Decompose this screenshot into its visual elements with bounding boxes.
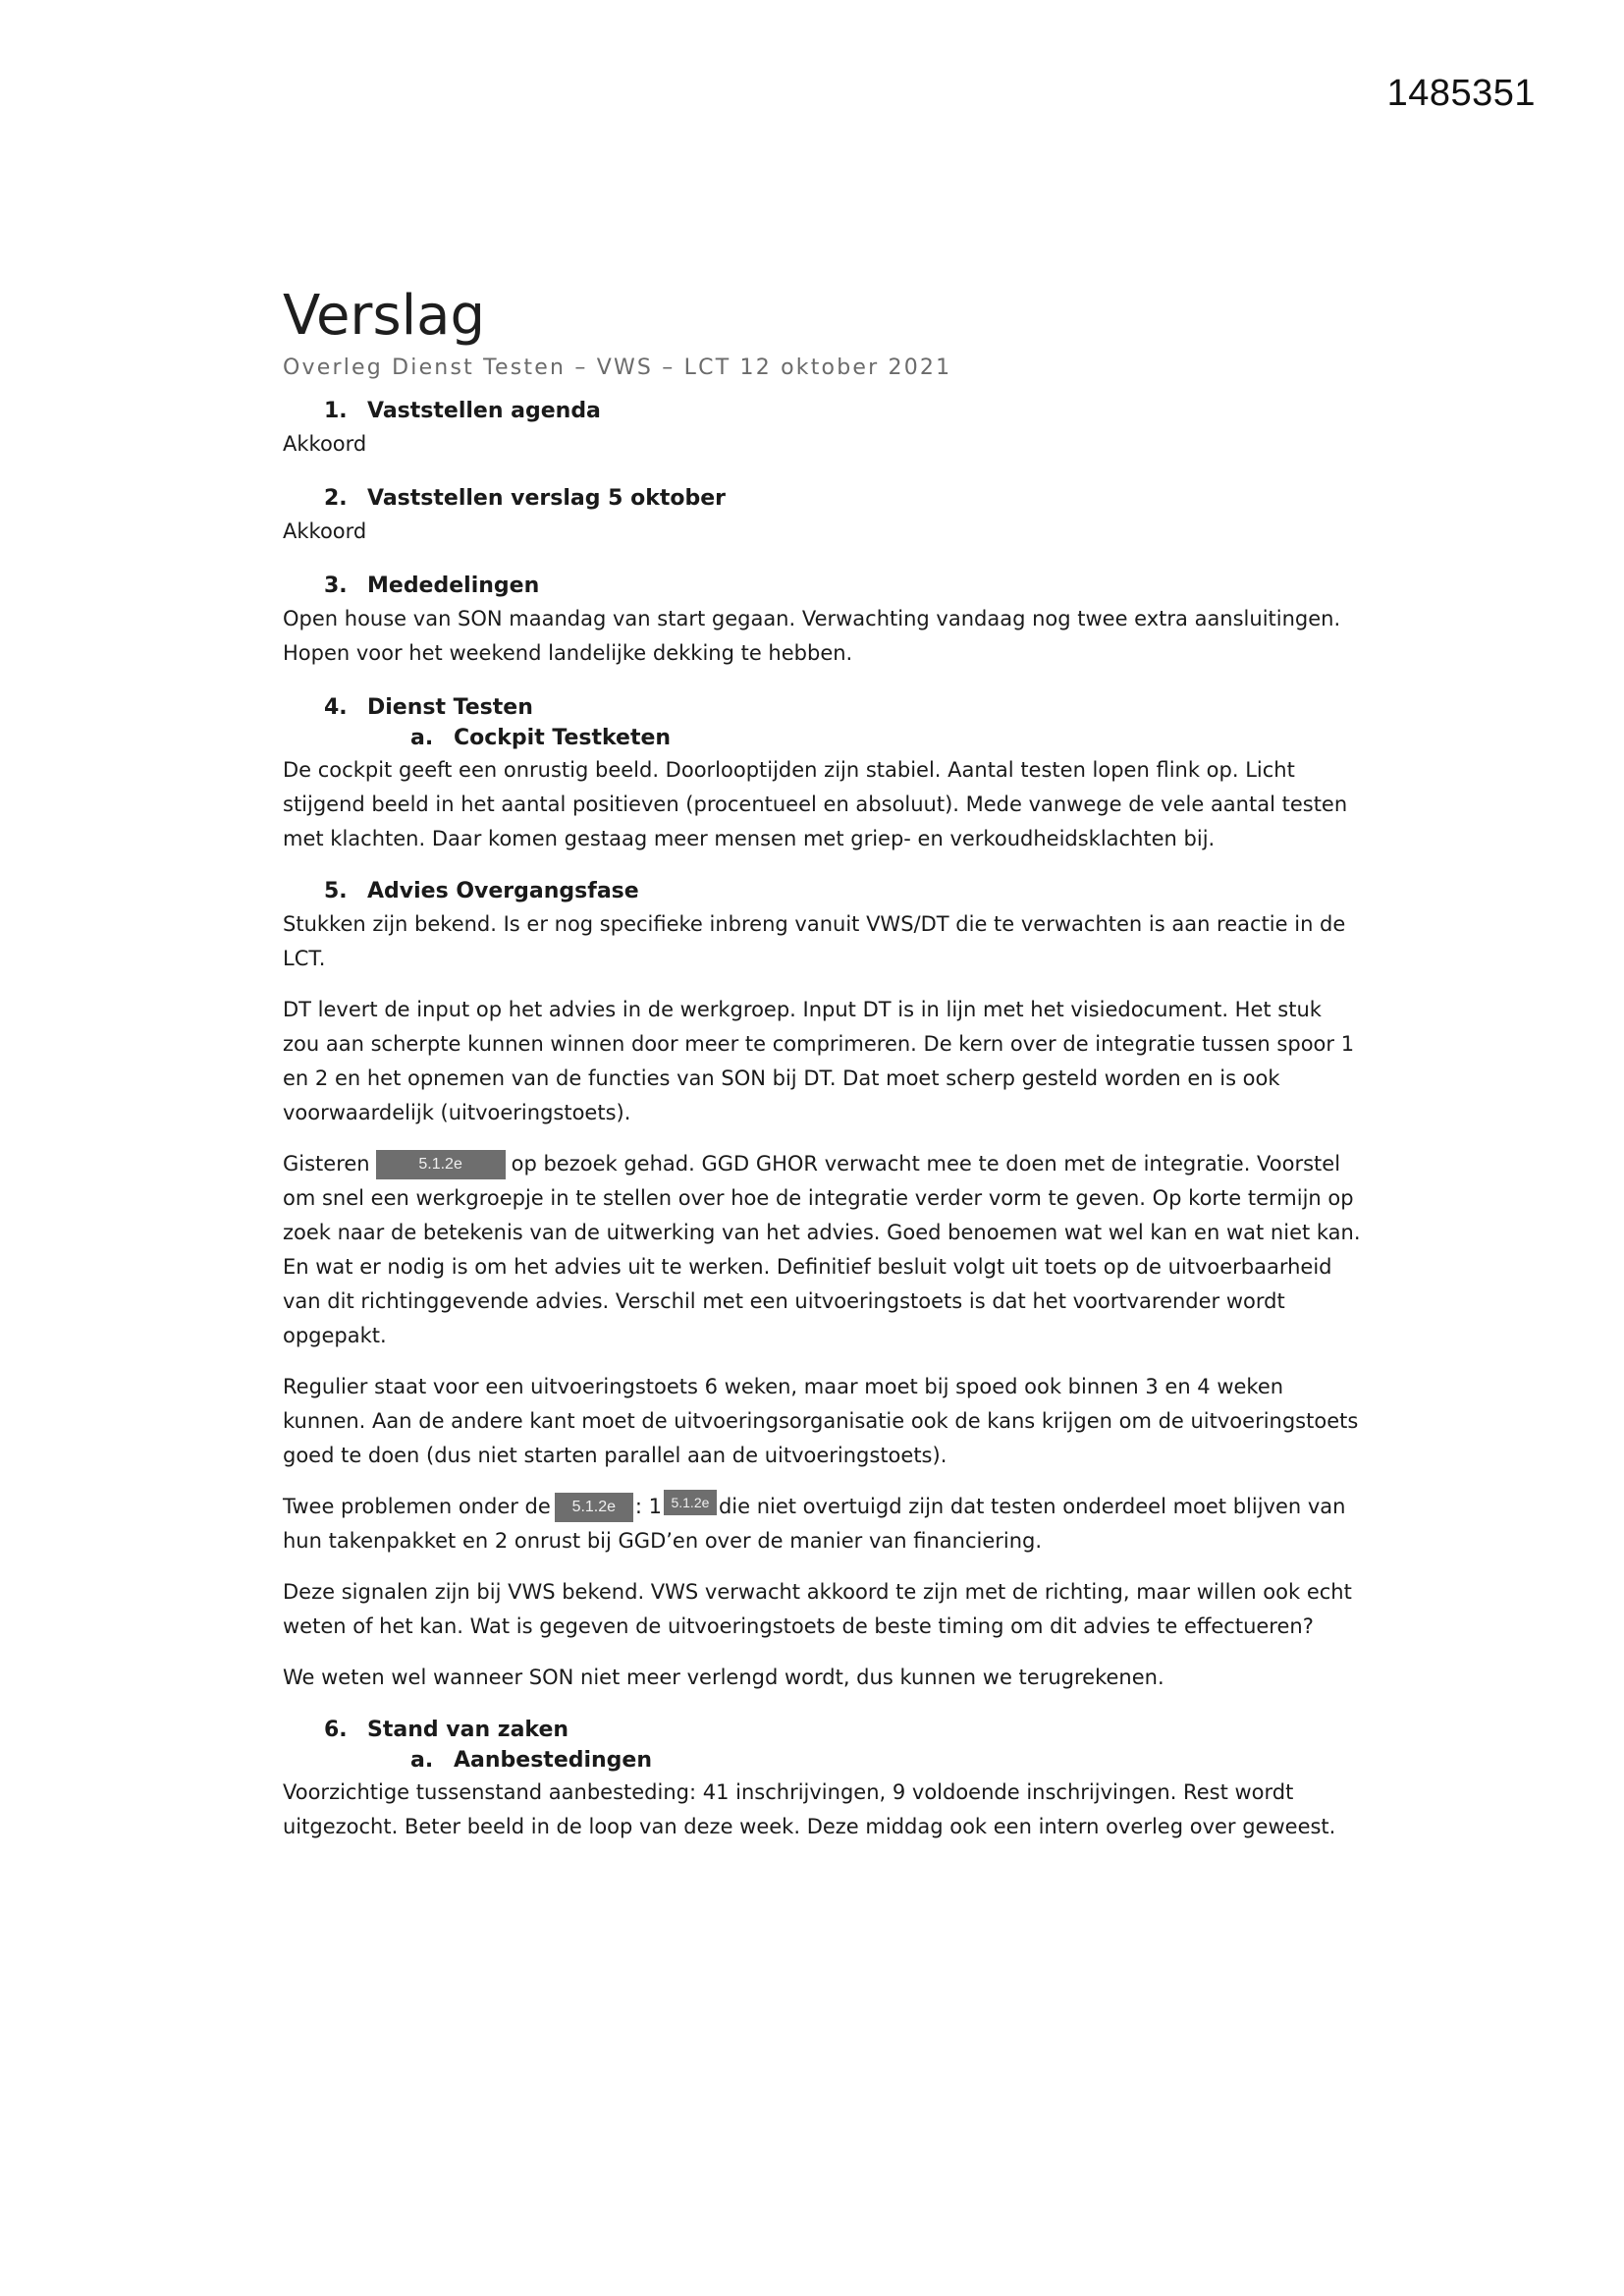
document-id: 1485351 bbox=[1386, 73, 1536, 114]
paragraph-text: die niet overtuigd zijn dat testen onderdeel moet blijven van hun takenpakket en 2 onrust bij GGD’en over de manier van financiering. bbox=[283, 1495, 1346, 1554]
section-title: Vaststellen agenda bbox=[367, 399, 601, 424]
section-number: 4. bbox=[324, 695, 348, 721]
subsection-heading-6a bbox=[283, 1746, 1363, 1776]
section-title: Advies Overgangsfase bbox=[367, 879, 639, 904]
redaction-box: 5.1.2e bbox=[664, 1490, 717, 1515]
section-heading-3 bbox=[283, 571, 1363, 602]
section-title: Stand van zaken bbox=[367, 1718, 569, 1743]
section-title: Vaststellen verslag 5 oktober bbox=[367, 486, 726, 512]
section-2-text: Akkoord bbox=[283, 519, 367, 544]
subsection-title: Cockpit Testketen bbox=[454, 726, 672, 751]
subsection-letter: a. bbox=[410, 726, 434, 751]
section-4-text: De cockpit geeft een onrustig beeld. Doorlooptijden zijn stabiel. Aantal testen lopen flink op. Licht stijgend beeld in het aantal positieven (procentueel en absoluut). Mede vanwege de vele aantal testen met klachten. Daar komen gestaag meer mensen met griep- en verkoudheidsklachten bij. bbox=[283, 758, 1348, 851]
section-heading-2 bbox=[283, 483, 1363, 515]
section-heading-1 bbox=[283, 396, 1363, 427]
section-5-paragraph-5 bbox=[283, 1490, 1363, 1558]
subsection-heading-4a bbox=[283, 724, 1363, 753]
section-3-text: Open house van SON maandag van start gegaan. Verwachting vandaag nog twee extra aansluitingen. Hopen voor het weekend landelijke dekking te hebben. bbox=[283, 607, 1341, 666]
section-number: 2. bbox=[324, 486, 348, 512]
paragraph-text: Gisteren bbox=[283, 1152, 370, 1176]
paragraph-text: : 1 bbox=[634, 1495, 662, 1519]
page-title: Verslag bbox=[283, 284, 486, 348]
section-title: Mededelingen bbox=[367, 574, 540, 599]
section-5-paragraph-1: Stukken zijn bekend. Is er nog specifieke inbreng vanuit VWS/DT die te verwachten is aan reactie in de LCT. bbox=[283, 912, 1346, 971]
subsection-title: Aanbestedingen bbox=[454, 1748, 653, 1774]
section-number: 5. bbox=[324, 879, 348, 904]
section-heading-6 bbox=[283, 1715, 1363, 1746]
document-body bbox=[283, 285, 1363, 1861]
section-number: 3. bbox=[324, 574, 348, 599]
redaction-box: 5.1.2e bbox=[555, 1493, 633, 1522]
paragraph-text: op bezoek gehad. GGD GHOR verwacht mee te doen met de integratie. Voorstel om snel een werkgroepje in te stellen over hoe de integratie verder vorm te geven. Op korte termijn op zoek naar de betekenis van de uitwerking van het advies. Goed benoemen wat wel kan en wat niet kan. En wat er nodig is om het advies uit te werken. Definitief besluit volgt uit toets op de uitvoerbaarheid van dit richtinggevende advies. Verschil met een uitvoeringstoets is dat het voortvarender wordt opgepakt. bbox=[283, 1152, 1361, 1348]
section-heading-5 bbox=[283, 876, 1363, 907]
subsection-letter: a. bbox=[410, 1748, 434, 1774]
section-5-paragraph-3 bbox=[283, 1147, 1363, 1353]
section-6-text: Voorzichtige tussenstand aanbesteding: 41 inschrijvingen, 9 voldoende inschrijvingen. Rest wordt uitgezocht. Beter beeld in de loop van deze week. Deze middag ook een intern overleg over geweest. bbox=[283, 1780, 1336, 1839]
section-heading-4 bbox=[283, 692, 1363, 724]
section-5-paragraph-6: Deze signalen zijn bij VWS bekend. VWS verwacht akkoord te zijn met de richting, maar willen ook echt weten of het kan. Wat is gegeven de uitvoeringstoets de beste timing om dit advies te effectueren? bbox=[283, 1580, 1352, 1639]
paragraph-text: Twee problemen onder de bbox=[283, 1495, 551, 1519]
section-1-text: Akkoord bbox=[283, 432, 367, 457]
section-number: 1. bbox=[324, 399, 348, 424]
section-title: Dienst Testen bbox=[367, 695, 533, 721]
section-5-paragraph-7: We weten wel wanneer SON niet meer verlengd wordt, dus kunnen we terugrekenen. bbox=[283, 1666, 1164, 1690]
page-subtitle: Overleg Dienst Testen – VWS – LCT 12 oktober 2021 bbox=[283, 355, 952, 381]
section-5-paragraph-2: DT levert de input op het advies in de werkgroep. Input DT is in lijn met het visiedocument. Het stuk zou aan scherpte kunnen winnen door meer te comprimeren. De kern over de integratie tussen spoor 1 en 2 en het opnemen van de functies van SON bij DT. Dat moet scherp gesteld worden en is ook voorwaardelijk (uitvoeringstoets). bbox=[283, 998, 1355, 1125]
section-number: 6. bbox=[324, 1718, 348, 1743]
section-5-paragraph-4: Regulier staat voor een uitvoeringstoets 6 weken, maar moet bij spoed ook binnen 3 en 4 weken kunnen. Aan de andere kant moet de uitvoeringsorganisatie ook de kans krijgen om de uitvoeringstoets goed te doen (dus niet starten parallel aan de uitvoeringstoets). bbox=[283, 1375, 1359, 1468]
redaction-box: 5.1.2e bbox=[376, 1150, 506, 1179]
